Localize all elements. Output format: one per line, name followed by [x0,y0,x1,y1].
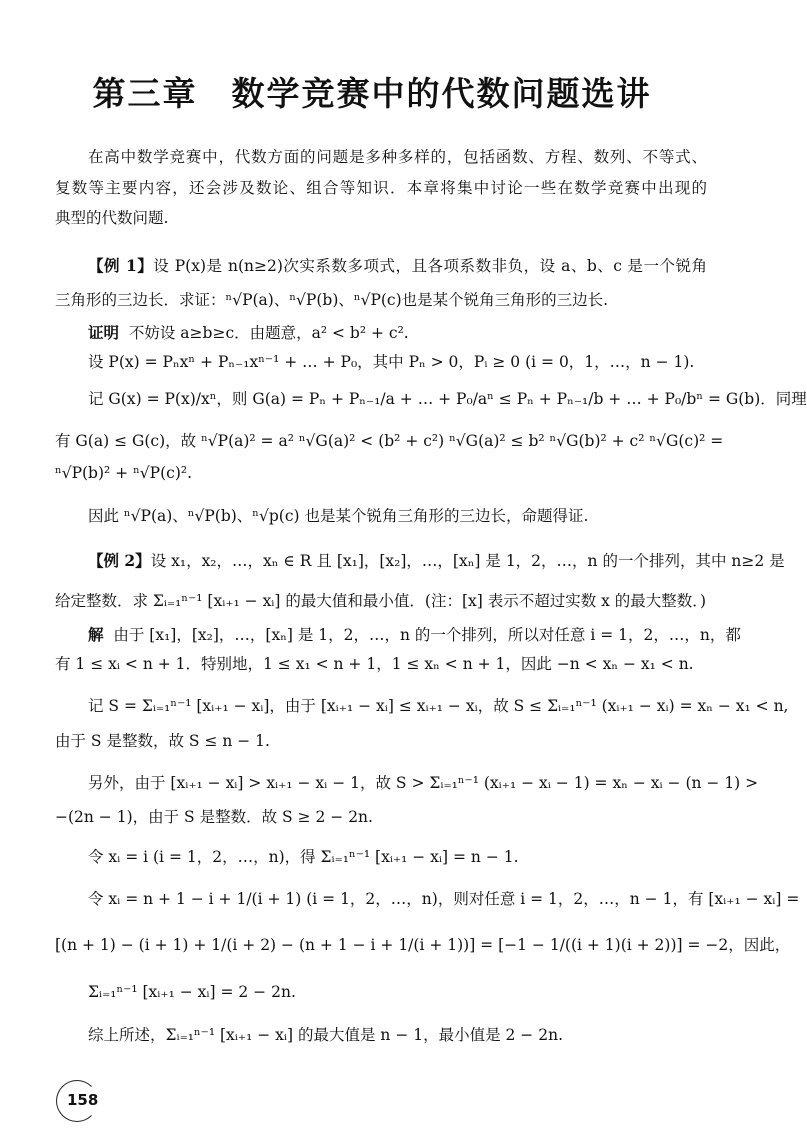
proof-text: 不妨设 a≥b≥c．由题意，a² < b² + c². [128,324,409,342]
example2-problem-text: 设 x₁，x₂，…，xₙ ∈ R 且 [x₁]，[x₂]，…，[xₙ] 是 1，2，…，n 的一个排列，其中 n≥2 是 [150,552,785,570]
intro-line: 复数等主要内容，还会涉及数论、组合等知识．本章将集中讨论一些在数学竞赛中出现的 [55,179,707,197]
example2-label: 【例 2】 [88,551,151,570]
solution-text: 由于 [x₁]，[x₂]，…，[xₙ] 是 1，2，…，n 的一个排列，所以对任意 i = 1，2，…，n，都 [113,626,741,644]
example1-proof-line [88,322,707,344]
example2-solution-line: [(n + 1) − (i + 1) + 1/(i + 2) − (n + 1 − i + 1/(i + 1))] = [−1 − 1/((i + 1)(i + 2))] = −2，因此， [55,936,791,954]
example1-label: 【例 1】 [88,256,154,275]
example2-solution-line: 令 xᵢ = i (i = 1，2，…，n)，得 Σᵢ₌₁ⁿ⁻¹ [xᵢ₊₁ − xᵢ] = n − 1. [88,848,519,866]
example1-problem-line: 三角形的三边长．求证：ⁿ√P(a)、ⁿ√P(b)、ⁿ√P(c)也是某个锐角三角形的三边长. [55,291,609,309]
intro-line: 典型的代数问题. [55,209,169,227]
example2-solution-line: 记 S = Σᵢ₌₁ⁿ⁻¹ [xᵢ₊₁ − xᵢ]，由于 [xᵢ₊₁ − xᵢ] ≤ xᵢ₊₁ − xᵢ，故 S ≤ Σᵢ₌₁ⁿ⁻¹ (xᵢ₊₁ − xᵢ) = xₙ − x₁ < n, [88,697,789,715]
chapter-number: 第三章 [92,74,198,113]
example2-solution-line: 令 xᵢ = n + 1 − i + 1/(i + 1) (i = 1，2，…，n)，则对任意 i = 1，2，…，n − 1，有 [xᵢ₊₁ − xᵢ] = [88,890,800,908]
proof-label: 证明 [88,323,120,342]
solution-label: 解 [88,625,104,644]
example1-problem-line [88,255,707,277]
example2-problem-line [88,550,785,572]
example1-proof-line: 有 G(a) ≤ G(c)，故 ⁿ√P(a)² = a² ⁿ√G(a)² < (b² + c²) ⁿ√G(a)² ≤ b² ⁿ√G(b)² + c² ⁿ√G(c)² = [55,432,724,450]
example1-problem-text: 设 P(x)是 n(n≥2)次实系数多项式，且各项系数非负，设 a、b、c 是一个锐角 [153,257,707,275]
example2-solution-line: 综上所述，Σᵢ₌₁ⁿ⁻¹ [xᵢ₊₁ − xᵢ] 的最大值是 n − 1，最小值是 2 − 2n. [88,1026,563,1044]
example1-proof-line: 记 G(x) = P(x)/xⁿ，则 G(a) = Pₙ + Pₙ₋₁/a + … + P₀/aⁿ ≤ Pₙ + Pₙ₋₁/b + … + P₀/bⁿ = G(b)．同理 [88,390,807,408]
example2-solution-line: 由于 S 是整数，故 S ≤ n − 1. [55,732,270,750]
example1-proof-line: 因此 ⁿ√P(a)、ⁿ√P(b)、ⁿ√p(c) 也是某个锐角三角形的三边长，命题得证. [88,507,589,525]
chapter-title [0,68,744,115]
example1-proof-line: 设 P(x) = Pₙxⁿ + Pₙ₋₁xⁿ⁻¹ + … + P₀，其中 Pₙ > 0，Pᵢ ≥ 0 (i = 0，1，…，n − 1). [88,353,695,371]
chapter-subject: 数学竞赛中的代数问题选讲 [231,74,652,113]
example2-solution-line: 有 1 ≤ xᵢ < n + 1．特别地，1 ≤ x₁ < n + 1，1 ≤ xₙ < n + 1，因此 −n < xₙ − x₁ < n. [55,655,694,673]
page-number-badge [56,1080,98,1122]
example2-solution-line: 另外，由于 [xᵢ₊₁ − xᵢ] > xᵢ₊₁ − xᵢ − 1，故 S > Σᵢ₌₁ⁿ⁻¹ (xᵢ₊₁ − xᵢ − 1) = xₙ − xᵢ − (n − 1) > [88,774,759,792]
example2-solution-line [88,624,741,646]
page-number: 158 [67,1091,99,1109]
example2-solution-line: −(2n − 1)，由于 S 是整数．故 S ≥ 2 − 2n. [55,808,373,826]
example1-proof-line: ⁿ√P(b)² + ⁿ√P(c)². [55,464,193,482]
intro-line: 在高中数学竞赛中，代数方面的问题是多种多样的，包括函数、方程、数列、不等式、 [88,148,707,166]
example2-solution-line: Σᵢ₌₁ⁿ⁻¹ [xᵢ₊₁ − xᵢ] = 2 − 2n. [88,983,296,1001]
example2-problem-line: 给定整数．求 Σᵢ₌₁ⁿ⁻¹ [xᵢ₊₁ − xᵢ] 的最大值和最小值．(注：[x] 表示不超过实数 x 的最大整数．) [55,592,707,610]
